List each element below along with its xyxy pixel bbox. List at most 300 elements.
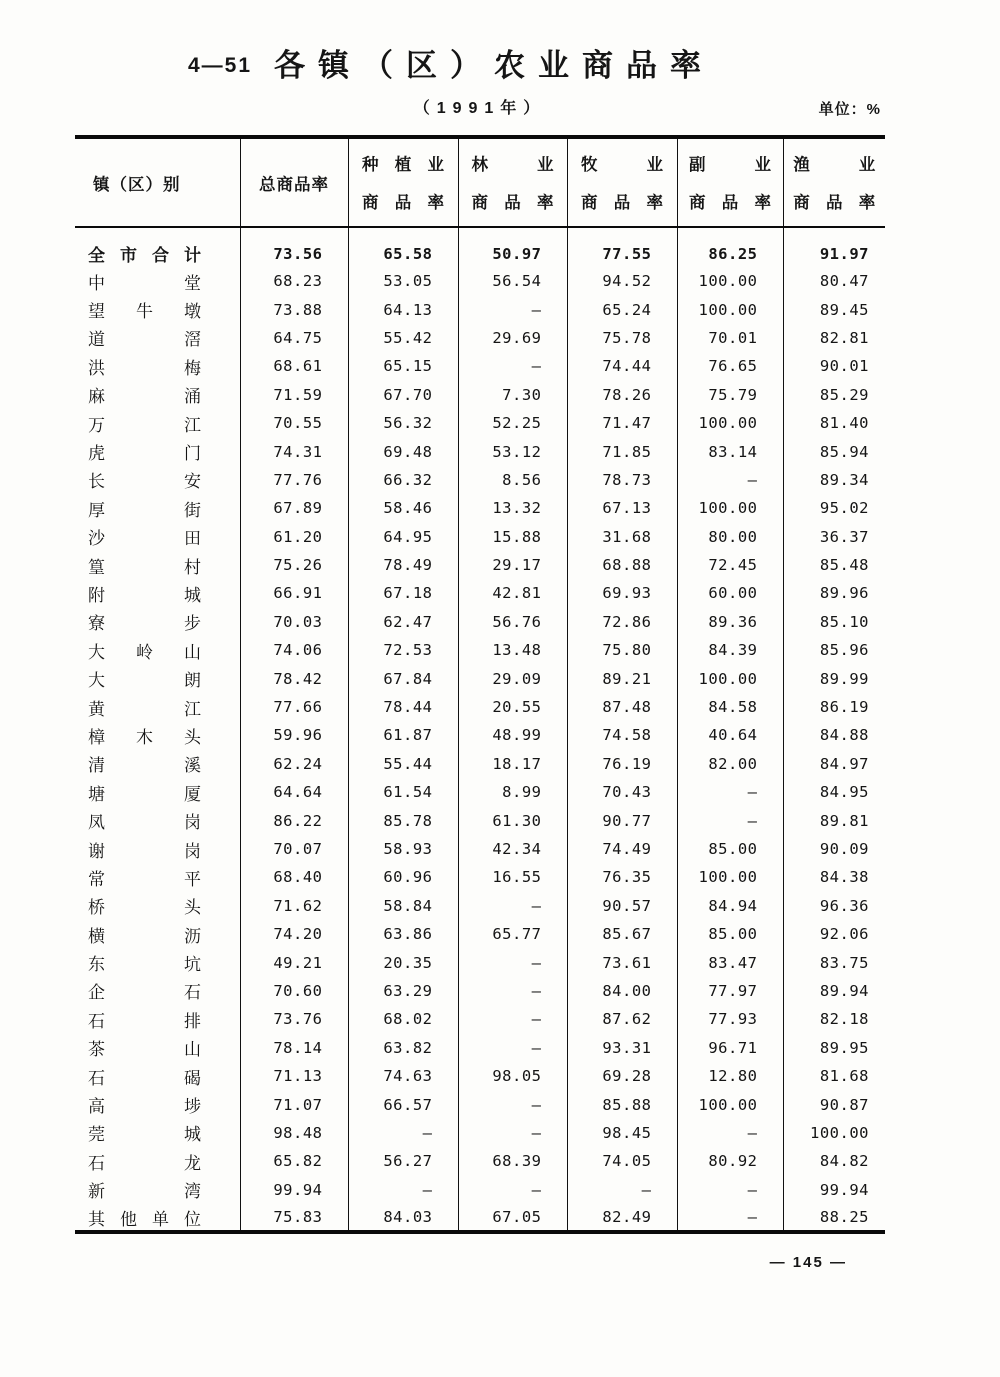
table-row [75,494,885,522]
cell-value: 74.06 [240,636,348,664]
cell-town-name [75,693,240,721]
cell-value: — [458,1176,567,1204]
column-header-planting [348,137,458,227]
town-name-label: 新湾 [88,1182,201,1202]
cell-value: 84.94 [677,892,783,920]
table-row [75,1119,885,1147]
cell-value: 68.61 [240,352,348,380]
cell-value: 73.61 [567,948,677,976]
cell-value: 84.00 [567,977,677,1005]
cell-value: 48.99 [458,721,567,749]
cell-value: 29.09 [458,664,567,692]
table-row [75,409,885,437]
cell-value: 78.49 [348,551,458,579]
cell-value: 71.62 [240,892,348,920]
cell-value: 56.27 [348,1147,458,1175]
town-name-label: 虎门 [88,444,201,464]
cell-value: 67.18 [348,579,458,607]
table-row [75,466,885,494]
cell-town-name [75,1005,240,1033]
cell-value: 29.69 [458,324,567,352]
cell-value: 55.44 [348,750,458,778]
cell-value: 76.35 [567,863,677,891]
cell-value: 65.82 [240,1147,348,1175]
cell-town-name [75,835,240,863]
cell-value: 75.83 [240,1204,348,1232]
cell-value: 58.46 [348,494,458,522]
cell-value: 90.57 [567,892,677,920]
town-name-label: 长安 [88,472,201,492]
cell-value: 89.94 [783,977,885,1005]
table-row [75,778,885,806]
cell-value: 84.38 [783,863,885,891]
cell-value: 53.12 [458,437,567,465]
cell-value: 90.87 [783,1090,885,1118]
cell-town-name [75,295,240,323]
cell-value: 74.05 [567,1147,677,1175]
cell-value: — [677,1119,783,1147]
table-body [75,227,885,1232]
cell-town-name [75,636,240,664]
cell-value: 74.49 [567,835,677,863]
column-header-forestry-line2: 商品率 [471,194,554,212]
cell-value: 84.03 [348,1204,458,1232]
cell-value: 67.13 [567,494,677,522]
cell-value: 65.24 [567,295,677,323]
cell-value: 71.85 [567,437,677,465]
cell-value: 74.20 [240,920,348,948]
cell-town-name [75,466,240,494]
cell-value: 84.97 [783,750,885,778]
table-row [75,863,885,891]
cell-value: 66.57 [348,1090,458,1118]
cell-value: 56.32 [348,409,458,437]
cell-value: — [458,1005,567,1033]
column-header-total-label: 总商品率 [259,175,329,194]
cell-value: 8.56 [458,466,567,494]
town-name-label: 篁村 [88,557,201,577]
town-name-label: 谢岗 [88,841,201,861]
town-name-label: 茶山 [88,1040,201,1060]
cell-value: 84.88 [783,721,885,749]
cell-town-name [75,1062,240,1090]
cell-value: 74.58 [567,721,677,749]
cell-value: 65.58 [348,227,458,267]
cell-value: 89.96 [783,579,885,607]
cell-value: 80.92 [677,1147,783,1175]
cell-value: 67.89 [240,494,348,522]
cell-value: 31.68 [567,523,677,551]
cell-value: 13.32 [458,494,567,522]
column-header-forestry-line1: 林业 [471,156,554,174]
town-name-label: 莞城 [88,1125,201,1145]
cell-value: 86.25 [677,227,783,267]
table-row [75,523,885,551]
column-header-town-label: 镇（区）别 [93,175,181,194]
cell-value: 95.02 [783,494,885,522]
cell-value: 100.00 [677,295,783,323]
town-name-label: 大岭山 [88,642,201,662]
cell-value: 15.88 [458,523,567,551]
table-row [75,1090,885,1118]
cell-value: 73.76 [240,1005,348,1033]
table-row [75,267,885,295]
cell-value: 61.20 [240,523,348,551]
cell-value: 91.97 [783,227,885,267]
town-name-label: 厚街 [88,500,201,520]
cell-value: 61.87 [348,721,458,749]
town-name-label: 附城 [88,585,201,605]
cell-value: 100.00 [677,863,783,891]
cell-value: 100.00 [677,664,783,692]
cell-value: 89.95 [783,1034,885,1062]
cell-value: 80.47 [783,267,885,295]
cell-value: 77.97 [677,977,783,1005]
column-header-fishery-line1: 渔业 [793,156,876,174]
cell-value: 71.47 [567,409,677,437]
table-row [75,551,885,579]
table-header [75,137,885,227]
cell-value: 70.01 [677,324,783,352]
cell-value: 87.62 [567,1005,677,1033]
table-row [75,1005,885,1033]
column-header-planting-line1: 种植业 [362,156,444,174]
cell-value: 84.82 [783,1147,885,1175]
cell-value: 68.02 [348,1005,458,1033]
cell-value: 74.63 [348,1062,458,1090]
cell-value: 96.71 [677,1034,783,1062]
column-header-total-rate [240,137,348,227]
cell-value: 78.14 [240,1034,348,1062]
cell-value: 90.77 [567,806,677,834]
column-header-husbandry-line2: 商品率 [581,194,663,212]
cell-value: 13.48 [458,636,567,664]
cell-value: 70.55 [240,409,348,437]
cell-value: 61.54 [348,778,458,806]
cell-value: 85.00 [677,920,783,948]
cell-value: — [458,948,567,976]
cell-value: 65.15 [348,352,458,380]
cell-value: 72.53 [348,636,458,664]
cell-value: 53.05 [348,267,458,295]
table-row [75,750,885,778]
cell-value: 82.18 [783,1005,885,1033]
table-row [75,636,885,664]
cell-value: 72.45 [677,551,783,579]
column-header-husbandry [567,137,677,227]
cell-value: 7.30 [458,381,567,409]
town-name-label: 清溪 [88,756,201,776]
page-number: — 145 — [769,1254,847,1272]
cell-value: 71.07 [240,1090,348,1118]
town-name-label: 常平 [88,869,201,889]
cell-value: — [458,1034,567,1062]
page-title [188,40,1000,85]
table-row [75,721,885,749]
town-name-label: 高埗 [88,1097,201,1117]
table-row [75,579,885,607]
table-title: 各镇（区）农业商品率 [274,48,715,83]
cell-value: 90.09 [783,835,885,863]
cell-town-name [75,494,240,522]
cell-value: 29.17 [458,551,567,579]
cell-value: 75.78 [567,324,677,352]
cell-town-name [75,551,240,579]
cell-value: 100.00 [677,1090,783,1118]
cell-value: 75.26 [240,551,348,579]
cell-value: 84.39 [677,636,783,664]
town-name-label: 望牛墩 [88,302,201,322]
town-name-label: 塘厦 [88,784,201,804]
town-name-label: 石龙 [88,1153,201,1173]
cell-town-name [75,267,240,295]
town-name-label: 其他单位 [88,1209,201,1229]
table-row [75,227,885,267]
cell-value: 59.96 [240,721,348,749]
cell-town-name [75,227,240,267]
cell-value: 68.40 [240,863,348,891]
cell-value: 90.01 [783,352,885,380]
cell-value: 61.30 [458,806,567,834]
cell-value: 70.43 [567,778,677,806]
cell-value: — [677,778,783,806]
cell-town-name [75,778,240,806]
cell-value: 89.21 [567,664,677,692]
unit-label: 单位：% [818,101,881,118]
table-row [75,324,885,352]
cell-value: 96.36 [783,892,885,920]
town-name-label: 大朗 [88,671,201,691]
cell-value: 77.93 [677,1005,783,1033]
cell-town-name [75,1204,240,1232]
cell-value: 85.10 [783,608,885,636]
cell-value: 16.55 [458,863,567,891]
town-name-label: 桥头 [88,898,201,918]
cell-value: 69.48 [348,437,458,465]
cell-value: 85.94 [783,437,885,465]
cell-value: 99.94 [240,1176,348,1204]
cell-value: 50.97 [458,227,567,267]
cell-value: 76.65 [677,352,783,380]
cell-value: 74.31 [240,437,348,465]
cell-value: — [458,1119,567,1147]
cell-value: 60.96 [348,863,458,891]
cell-town-name [75,664,240,692]
cell-town-name [75,1119,240,1147]
cell-value: 77.76 [240,466,348,494]
cell-value: 82.49 [567,1204,677,1232]
cell-value: 66.32 [348,466,458,494]
cell-value: 100.00 [677,494,783,522]
cell-value: 66.91 [240,579,348,607]
cell-town-name [75,324,240,352]
cell-value: 85.96 [783,636,885,664]
cell-value: 89.45 [783,295,885,323]
cell-value: — [458,295,567,323]
cell-value: 100.00 [783,1119,885,1147]
cell-value: 64.75 [240,324,348,352]
cell-value: — [677,1176,783,1204]
cell-value: 18.17 [458,750,567,778]
cell-town-name [75,977,240,1005]
cell-value: 98.48 [240,1119,348,1147]
cell-value: 20.55 [458,693,567,721]
town-name-label: 全市合计 [88,246,201,265]
table-row [75,1147,885,1175]
cell-value: 60.00 [677,579,783,607]
cell-value: 94.52 [567,267,677,295]
table-row [75,1176,885,1204]
cell-value: 74.44 [567,352,677,380]
cell-value: 69.28 [567,1062,677,1090]
cell-value: 62.24 [240,750,348,778]
cell-value: 68.39 [458,1147,567,1175]
cell-value: 86.19 [783,693,885,721]
table-row [75,892,885,920]
cell-value: 85.48 [783,551,885,579]
cell-value: 80.00 [677,523,783,551]
cell-value: 58.84 [348,892,458,920]
cell-value: 98.05 [458,1062,567,1090]
cell-value: 85.78 [348,806,458,834]
cell-value: 52.25 [458,409,567,437]
cell-value: 65.77 [458,920,567,948]
cell-town-name [75,806,240,834]
commodity-rate-table [75,135,885,1234]
cell-value: 85.00 [677,835,783,863]
table-row [75,437,885,465]
cell-value: 77.55 [567,227,677,267]
town-name-label: 石排 [88,1011,201,1031]
cell-value: 8.99 [458,778,567,806]
cell-value: 56.54 [458,267,567,295]
table-row [75,1034,885,1062]
table-row [75,1062,885,1090]
cell-value: — [348,1119,458,1147]
cell-value: 78.73 [567,466,677,494]
cell-value: 76.19 [567,750,677,778]
cell-value: 71.13 [240,1062,348,1090]
cell-value: 82.00 [677,750,783,778]
cell-value: 100.00 [677,409,783,437]
document-page [0,40,1000,1377]
cell-value: 82.81 [783,324,885,352]
cell-town-name [75,721,240,749]
cell-value: 36.37 [783,523,885,551]
subtitle-row [75,95,885,121]
cell-value: 63.86 [348,920,458,948]
table-row [75,920,885,948]
cell-value: 78.26 [567,381,677,409]
cell-town-name [75,523,240,551]
cell-value: — [348,1176,458,1204]
table-row [75,835,885,863]
cell-value: 55.42 [348,324,458,352]
cell-value: 20.35 [348,948,458,976]
table-year-subtitle: （1991年） [413,100,547,117]
cell-value: 83.47 [677,948,783,976]
cell-town-name [75,409,240,437]
cell-town-name [75,863,240,891]
cell-value: 100.00 [677,267,783,295]
cell-value: 86.22 [240,806,348,834]
cell-value: 42.34 [458,835,567,863]
cell-value: 89.99 [783,664,885,692]
town-name-label: 企石 [88,983,201,1003]
town-name-label: 道滘 [88,330,201,350]
cell-value: — [458,352,567,380]
cell-town-name [75,1090,240,1118]
cell-value: — [458,977,567,1005]
cell-value: 75.80 [567,636,677,664]
column-header-planting-line2: 商品率 [362,194,444,212]
table-row [75,1204,885,1232]
column-header-forestry [458,137,567,227]
cell-value: 64.13 [348,295,458,323]
table-row [75,693,885,721]
town-name-label: 横沥 [88,926,201,946]
cell-value: 62.47 [348,608,458,636]
table-row [75,806,885,834]
cell-value: 89.36 [677,608,783,636]
cell-value: 88.25 [783,1204,885,1232]
town-name-label: 洪梅 [88,358,201,378]
cell-value: 84.95 [783,778,885,806]
cell-value: 81.40 [783,409,885,437]
town-name-label: 万江 [88,415,201,435]
cell-value: 63.82 [348,1034,458,1062]
cell-value: 89.34 [783,466,885,494]
cell-value: 70.60 [240,977,348,1005]
column-header-sideline-line2: 商品率 [689,194,771,212]
cell-value: 68.88 [567,551,677,579]
cell-value: 69.93 [567,579,677,607]
cell-value: 93.31 [567,1034,677,1062]
table-row [75,608,885,636]
table-row [75,295,885,323]
cell-value: 77.66 [240,693,348,721]
cell-value: 73.88 [240,295,348,323]
cell-value: 70.07 [240,835,348,863]
cell-value: 98.45 [567,1119,677,1147]
cell-town-name [75,1147,240,1175]
table-row [75,948,885,976]
cell-town-name [75,1176,240,1204]
cell-value: 67.05 [458,1204,567,1232]
cell-value: 42.81 [458,579,567,607]
cell-value: 71.59 [240,381,348,409]
column-header-fishery-line2: 商品率 [793,194,876,212]
town-name-label: 寮步 [88,614,201,634]
cell-value: 58.93 [348,835,458,863]
town-name-label: 东坑 [88,955,201,975]
cell-value: — [677,1204,783,1232]
table-row [75,381,885,409]
cell-value: 81.68 [783,1062,885,1090]
cell-value: 78.44 [348,693,458,721]
column-header-town [75,137,240,227]
cell-value: 89.81 [783,806,885,834]
town-name-label: 樟木头 [88,727,201,747]
table-row [75,664,885,692]
cell-town-name [75,920,240,948]
cell-value: 83.75 [783,948,885,976]
column-header-fishery [783,137,885,227]
cell-value: — [677,806,783,834]
cell-value: 99.94 [783,1176,885,1204]
cell-town-name [75,1034,240,1062]
table-row [75,977,885,1005]
